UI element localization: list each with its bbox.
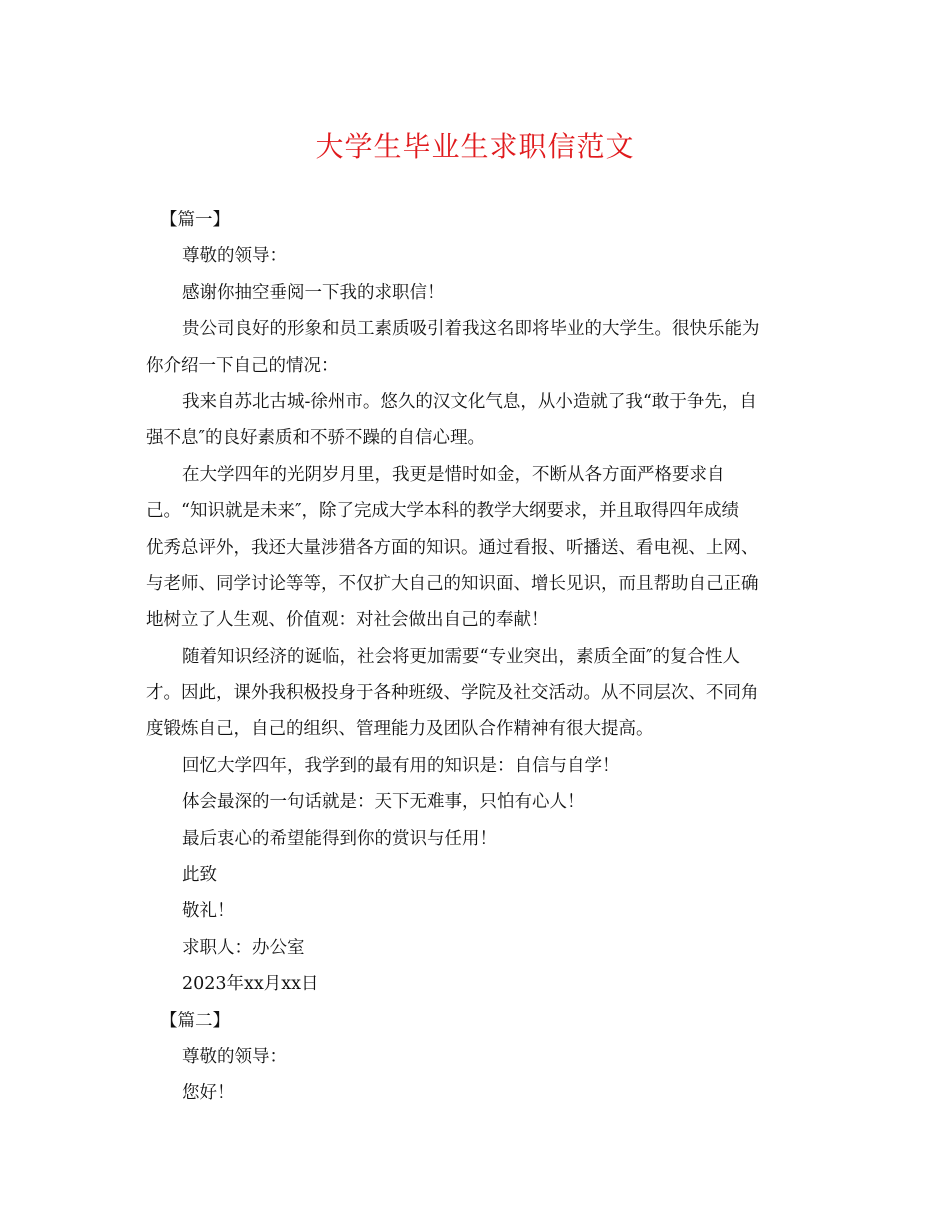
- closing-line-2: 敬礼！: [182, 901, 235, 922]
- paragraph-3-line-1: 在大学四年的光阴岁月里，我更是惜时如金，不断从各方面严格要求自: [182, 464, 725, 485]
- paragraph-3-line-4: 与老师、同学讨论等等，不仅扩大自己的知识面、增长见识，而且帮助自己正确: [146, 573, 759, 594]
- closing-line-1: 此致: [182, 865, 217, 886]
- paragraph-2-line-2: 强不息″的良好素质和不骄不躁的自信心理。: [146, 428, 486, 449]
- section-heading-1: 【篇一】: [160, 210, 230, 230]
- paragraph-4-line-2: 才。因此，课外我积极投身于各种班级、学院及社交活动。从不同层次、不同角: [146, 683, 759, 704]
- document-body: [146, 202, 806, 1112]
- paragraph-4-line-1: 随着知识经济的诞临，社会将更加需要“专业突出，素质全面″的复合性人: [182, 646, 740, 667]
- paragraph-1-line-1: 贵公司良好的形象和员工素质吸引着我这名即将毕业的大学生。很快乐能为: [182, 319, 760, 340]
- paragraph-1-line-2: 你介绍一下自己的情况：: [146, 355, 339, 376]
- paragraph-2-line-1: 我来自苏北古城-徐州市。悠久的汉文化气息，从小造就了我“敢于争先，自: [182, 391, 757, 412]
- document-title: 大学生毕业生求职信范文: [315, 130, 635, 163]
- signature-line: 求职人：办公室: [182, 937, 305, 958]
- thanks-line: 感谢你抽空垂阅一下我的求职信！: [182, 282, 445, 303]
- paragraph-4-line-3: 度锻炼自己，自己的组织、管理能力及团队合作精神有很大提高。: [146, 719, 654, 740]
- paragraph-3-line-3: 优秀总评外，我还大量涉猎各方面的知识。通过看报、听播送、看电视、上网、: [146, 537, 759, 558]
- salutation-2: 尊敬的领导：: [182, 1046, 287, 1067]
- greeting-line: 您好！: [182, 1083, 235, 1104]
- paragraph-6: 体会最深的一句话就是：天下无难事，只怕有心人！: [182, 792, 585, 813]
- paragraph-7: 最后衷心的希望能得到你的赏识与任用！: [182, 828, 497, 849]
- paragraph-5: 回忆大学四年，我学到的最有用的知识是：自信与自学！: [182, 755, 620, 776]
- paragraph-3-line-2: 己。“知识就是未来″，除了完成大学本科的教学大纲要求，并且取得四年成绩: [146, 501, 739, 522]
- paragraph-3-line-5: 地树立了人生观、价值观：对社会做出自己的奉献！: [146, 610, 549, 631]
- salutation-1: 尊敬的领导：: [182, 246, 287, 267]
- date-line: 2023年xx月xx日: [182, 974, 319, 995]
- section-heading-2: 【篇二】: [160, 1010, 230, 1031]
